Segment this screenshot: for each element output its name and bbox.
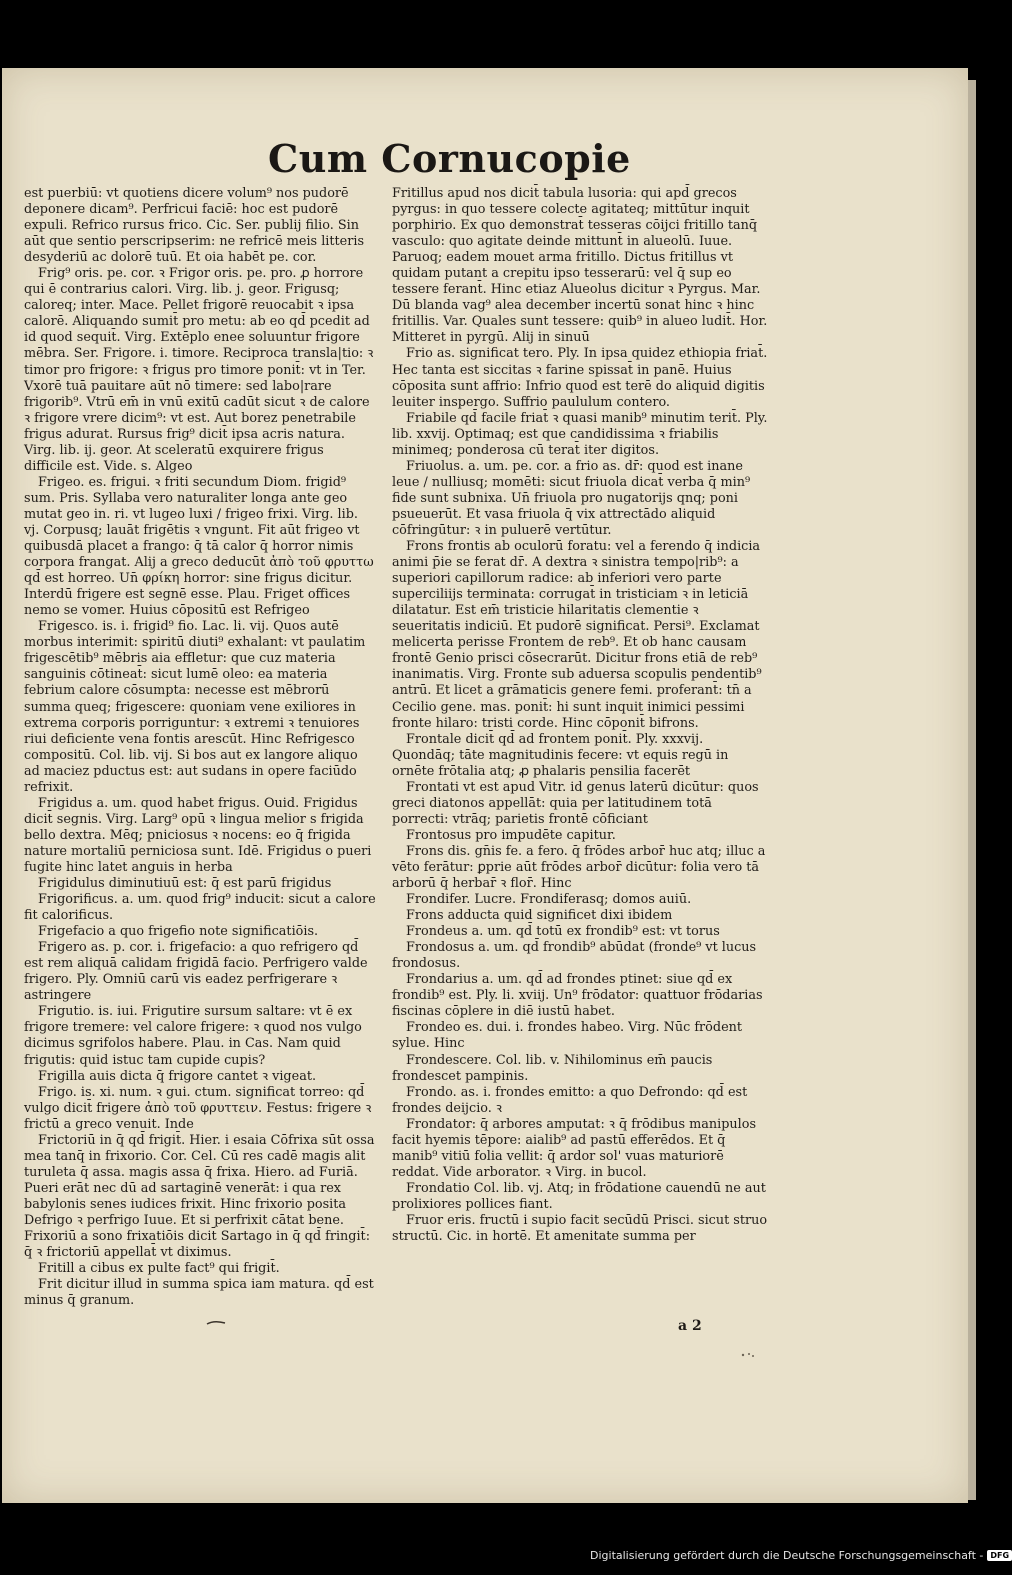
dictionary-entry: Frondosus a. um. qd̄ frondib⁹ abūdat (fronde⁹ vt lucus frondosus. <box>392 940 757 972</box>
dictionary-entry: Frigidulus diminutiuū est: q̄ est parū frigidus <box>38 876 332 892</box>
dfg-logo: DFG <box>987 1550 1012 1561</box>
dictionary-entry: Frigutio. is. iui. Frigutire sursum saltare: vt ē ex frigore tremere: vel calore frigere: ꝛ quod nos vulgo dicimus sgrifolos habere. Plau. in Cas. Nam quid frigutis: quid istuc tam cupide cupis? <box>24 1004 362 1068</box>
digitization-credit <box>590 1549 1012 1562</box>
dictionary-entry: Frigidus a. um. quod habet frigus. Ouid. Frigidus dicit̄ segnis. Virg. Larg⁹ opū ꝛ lingua melior s frigida bello dextra. Mēq; pniciosus ꝛ nocens: eo q̄ frigida nature mortaliū perniciosa sunt. Idē. Frigidus o pueri fugite hinc latet anguis in herba <box>24 795 372 875</box>
dictionary-entry: Frigefacio a quo frigefio note significatiōis. <box>38 924 319 940</box>
dictionary-entry: Frons dis. gn̄is fe. a fero. q̄ frōdes arbor̄ huc atq; illuc a vēto ferātur: ꝑprie aūt frōdes arbor̄ dicūtur: folia vero tā arborū q̄ herbar̄ ꝛ flor̄. Hinc <box>392 843 766 892</box>
dictionary-entry: Frig⁹ oris. pe. cor. ꝛ Frigor oris. pe. pro. ꝓ horrore qui ē contrarius calori. Virg. lib. j. geor. Frigusq; caloreq; inter. Mace. Pellet frigorē reuocabit ꝛ ipsa calorē. Aliquando sumit̄ pro metu: ab eo qd̄ pcedit ad id quod sequit̄. Virg. Extēplo enee soluuntur frigore mēbra. Ser. Frigore. i. timore. Reciproca transla|tio: ꝛ timor pro frigore: ꝛ frigus pro timore ponit̄: vt in Ter. Vxorē tuā pauitare aūt nō timere: sed labo|rare frigorib⁹. Vtrū em̄ in vnū exitū cadūt sicut ꝛ de calore ꝛ frigore vrere dicim⁹: vt est. Aut borez penetrabile frigus adurat. Rursus frig⁹ dicit̄ ipsa acris natura. Virg. lib. ij. geor. At sceleratū exquirere frigus difficile est. Vide. s. Algeo <box>24 266 374 474</box>
dictionary-entry: Frictoriū in q̄ qd̄ frigit̄. Hier. i esaia Cōfrixa sūt ossa mea tanq̄ in frixorio. Cor. Cel. Cū res cadē magis alit turuleta q̄ assa. magis assa q̄ frixa. Hiero. ad Furiā. Pueri erāt nec dū ad sartaginē venerāt: i qua rex babylonis senes iudices frixit. Hinc frixorio posita Defrigo ꝛ perfrigo Iuue. Et si perfrixit cātat bene. Frixoriū a sono frixatiōis dicit̄ Sartago in q̄ qd̄ fringit̄: q̄ ꝛ frictoriū appellat̄ vt diximus. <box>24 1132 375 1261</box>
dictionary-entry: Frigo. is. xi. num. ꝛ gui. ctum. significat torreo: qd̄ vulgo dicit̄ frigere ἀπὸ τοῦ φρυττειν. Festus: frigere ꝛ frictū a greco venuit. Inde <box>24 1084 372 1132</box>
credit-text: Digitalisierung gefördert durch die Deutsche Forschungsgemeinschaft - <box>590 1549 984 1562</box>
dictionary-entry: Frontale dicit̄ qd̄ ad frontem ponit̄. Ply. xxxvij. Quondāq; tāte magnitudinis fecere: vt equis regū in ornēte frōtalia atq; ꝓ phalaris pensilia facerēt <box>392 731 729 779</box>
dictionary-entry: Frigesco. is. i. frigid⁹ fio. Lac. li. vij. Quos autē morbus interimit: spiritū diuti⁹ exhalant: vt paulatim frigescētib⁹ mēbris aia effletur: que cuz materia sanguinis cōtineat̄: sicut lumē oleo: ea materia febrium calore cōsumpta: necesse est mēbrorū summa queq; frigescere: quoniam vene exiliores in extrema corporis porriguntur: ꝛ extremi ꝛ tenuiores riui deficiente vena fontis arescūt. Hinc Refrigesco compositū. Col. lib. vij. Si bos aut ex langore aliquo ad maciez pductus est: aut sudans in opere faciūdo refrixit. <box>24 619 366 795</box>
signature-mark: a 2 <box>678 1318 702 1334</box>
dictionary-entry: Frigero as. p. cor. i. frigefacio: a quo refrigero qd̄ est rem aliquā calidam frigidā facio. Perfrigero valde frigero. Ply. Omniū carū vis eadez perfrigerare ꝛ astringere <box>24 940 368 1004</box>
dictionary-entry: Frons adducta quid significet dixi ibidem <box>406 908 673 924</box>
dictionary-entry: Frigeo. es. frigui. ꝛ friti secundum Diom. frigid⁹ sum. Pris. Syllaba vero naturaliter longa ante geo mutat geo in. ri. vt lugeo luxi / frigeo frixi. Virg. lib. vj. Corpusq; lauāt frigētis ꝛ vngunt. Fit aūt frigeo vt quibusdā placet a frango: q̄ tā calor q̄ horror nimis corpora frangat. Alij a greco deducūt ἀπὸ τοῦ φρυττω qd̄ est horreo. Un̄ φρίκη horror: sine frigus dicitur. Interdū frigere est segnē esse. Plau. Friget offices nemo se vomer. Huius cōpositū est Refrigeo <box>24 474 374 619</box>
dictionary-entry: Fritillus apud nos dicit̄ tabula lusoria: qui apd̄ grecos pyrgus: in quo tessere colecte agitateq; mittūtur inquit porphirio. Ex quo demonstrat̄ tesseras cōijci fritillo tanq̄ vasculo: quo agitate deinde mittunt̄ in alueolū. Iuue. Paruoq; eadem mouet arma fritillo. Dictus fritillus vt quidam putant a crepitu ipso tesserarū: vel q̄ sup eo tessere ferant̄. Hinc etiaz Alueolus dicitur ꝛ Pyrgus. Mar. Dū blanda vag⁹ alea december incertū sonat hinc ꝛ hinc fritillis. Var. Quales sunt tessere: quib⁹ in alueo ludit̄. Hor. Mitteret in pyrgū. Alij in sinuū <box>392 186 768 346</box>
dictionary-entry: Fruor eris. fructū i supio facit secūdū Prisci. sicut struo structū. Cic. in hortē. Et amenitate summa per <box>392 1213 768 1245</box>
dictionary-entry: Frondator: q̄ arbores amputat: ꝛ q̄ frōdibus manipulos facit hyemis tēpore: aialib⁹ ad pastū efferēdos. Et q̄ manib⁹ vitiū folia vellit: q̄ ardor sol' vuas maturiorē reddat. Vide arborator. ꝛ Virg. in bucol. <box>392 1116 757 1180</box>
page-edge <box>968 80 976 1500</box>
ink-smudge <box>206 1320 226 1326</box>
dictionary-entry: est puerbiū: vt quotiens dicere volum⁹ nos pudorē deponere dicam⁹. Perfricui faciē: hoc est pudorē expuli. Refrico rursus frico. Cic. Ser. publij filio. Sin aūt que sentio perscripserim: ne refricē meis litteris desyderiū ac dolorē tuū. Et oia habēt pe. cor. <box>24 186 365 266</box>
dictionary-entry: Fritill a cibus ex pulte fact⁹ qui frigit̄. <box>38 1261 280 1277</box>
dictionary-entry: Frio as. significat tero. Ply. In ipsa quidez ethiopia friat̄. Hec tanta est siccitas ꝛ farine spissat̄ in panē. Huius cōposita sunt affrio: Infrio quod est terē do aliquid digitis leuiter inspergo. Suffrio paululum contero. <box>392 346 768 410</box>
dictionary-entry: Frondo. as. i. frondes emitto: a quo Defrondo: qd̄ est frondes deijcio. ꝛ <box>392 1084 748 1116</box>
dictionary-entry: Frontati vt est apud Vitr. id genus laterū dicūtur: quos greci diatonos appellāt: quia per latitudinem totā porrecti: vtrāq; parietis frontē cōficiant <box>392 779 759 827</box>
dictionary-entry: Frons frontis ab oculorū foratu: vel a ferendo q̄ indicia animi p̄ie se ferat dr̄. A dextra ꝛ sinistra tempo|rib⁹: a superiori capillorum radice: ab inferiori vero parte superciliijs terminata: corrugat̄ in tristiciam ꝛ in leticiā dilatatur. Est em̄ tristicie hilaritatis clementie ꝛ seueritatis indiciū. Et pudorē significat. Persi⁹. Exclamat melicerta perisse Frontem de reb⁹. Et ob hanc causam frontē Genio prisci cōsecrarūt. Dicitur frons etiā de reb⁹ inanimatis. Virg. Fronte sub aduersa scopulis pendentib⁹ antrū. Et licet a grāmaticis genere femi. proferant̄: tn̄ a Cecilio gene. mas. ponit̄: hi sunt inquit inimici pessimi fronte hilaro: tristi corde. Hinc cōponit̄ bifrons. <box>392 539 762 731</box>
dictionary-entry: Frondifer. Lucre. Frondiferasq; domos auiū. <box>406 892 692 908</box>
dictionary-entry: Frondescere. Col. lib. v. Nihilominus em̄ paucis frondescet pampinis. <box>392 1052 713 1084</box>
dictionary-entry: Frondeo es. dui. i. frondes habeo. Virg. Nūc frōdent sylue. Hinc <box>392 1020 743 1052</box>
dictionary-entry: Frit dicitur illud in summa spica iam matura. qd̄ est minus q̄ granum. <box>24 1277 374 1309</box>
dictionary-entry: Frigilla auis dicta q̄ frigore cantet ꝛ vigeat. <box>38 1068 317 1084</box>
right-column <box>392 186 770 1245</box>
dictionary-entry: Frondarius a. um. qd̄ ad frondes ptinet: siue qd̄ ex frondib⁹ est. Ply. li. xviij. Un⁹ frōdator: quattuor frōdarias fiscinas cōplere in diē iustū habet. <box>392 972 763 1020</box>
running-head: Cum Cornucopie <box>268 136 631 181</box>
dictionary-entry: Frontosus pro impudēte capitur. <box>406 827 616 843</box>
dictionary-entry: Frigorificus. a. um. quod frig⁹ inducit: sicut a calore fit calorificus. <box>24 892 376 924</box>
dictionary-entry: Friabile qd̄ facile friat̄ ꝛ quasi manib⁹ minutim terit̄. Ply. lib. xxvij. Optimaq; est que candidissima ꝛ friabilis minimeq; ponderosa cū terat̄ iter digitos. <box>392 410 768 458</box>
ink-smudge <box>738 1352 758 1358</box>
dictionary-entry: Frondatio Col. lib. vj. Atq; in frōdatione cauendū ne aut prolixiores pollices fiant. <box>392 1180 766 1212</box>
left-column <box>24 186 376 1309</box>
dictionary-entry: Friuolus. a. um. pe. cor. a frio as. dr̄: quod est inane leue / nulliusq; momēti: sicut friuola dicat̄ verba q̄ min⁹ fide sunt subnixa. Un̄ friuola pro nugatorijs qnq; poni psueuerūt. Et vasa friuola q̄ vix attrectādo aliquid cōfringūtur: ꝛ in puluerē vertūtur. <box>392 458 751 538</box>
dictionary-entry: Frondeus a. um. qd̄ totū ex frondib⁹ est: vt torus <box>406 924 720 940</box>
